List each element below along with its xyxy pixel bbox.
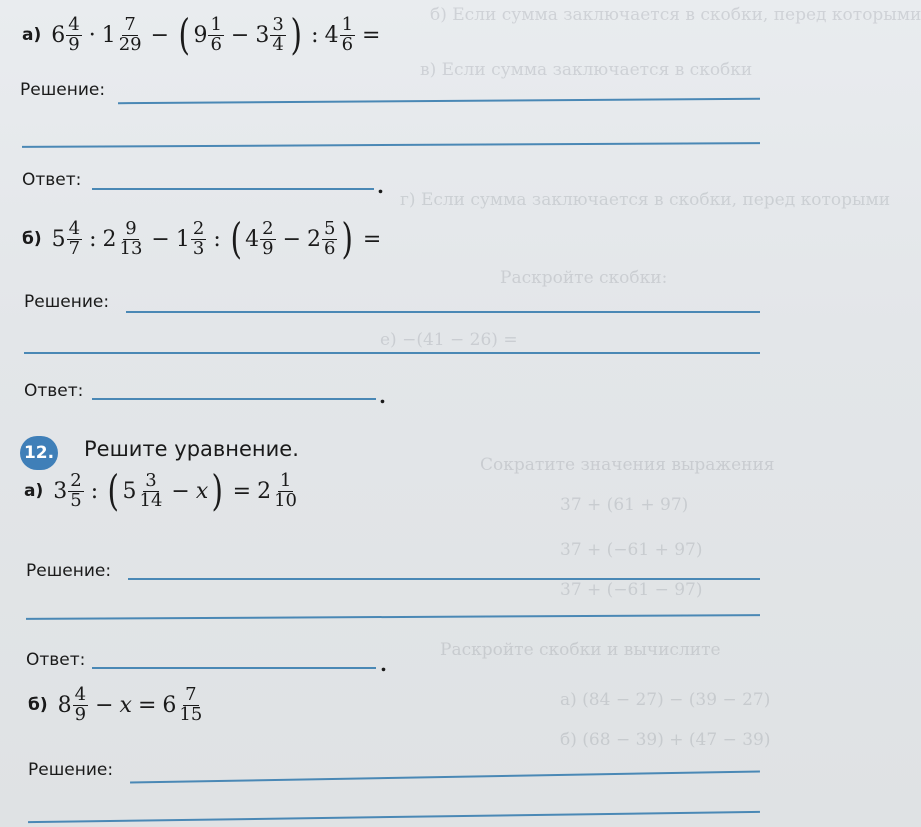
denominator: 5 bbox=[70, 489, 82, 511]
numerator: 5 bbox=[324, 217, 336, 239]
right-paren: ) bbox=[211, 466, 224, 515]
solution-label: Решение: bbox=[24, 292, 110, 312]
left-paren: ( bbox=[107, 466, 120, 515]
numerator: 3 bbox=[272, 13, 284, 35]
answer-dot: . bbox=[380, 652, 387, 676]
operator: : bbox=[311, 22, 319, 48]
operator: − bbox=[150, 22, 170, 48]
solution-label: Решение: bbox=[26, 561, 112, 581]
numerator: 7 bbox=[124, 13, 136, 35]
denominator: 10 bbox=[274, 489, 298, 511]
operator: − bbox=[171, 478, 190, 504]
whole-part: 6 bbox=[51, 22, 66, 48]
solution-line[interactable] bbox=[126, 311, 760, 313]
answer-label: Ответ: bbox=[26, 650, 86, 670]
numerator: 9 bbox=[125, 217, 137, 239]
equals-sign: = bbox=[232, 478, 252, 504]
expression-11b bbox=[22, 214, 387, 263]
solution-line[interactable] bbox=[128, 578, 760, 580]
whole-part: 8 bbox=[57, 692, 72, 718]
equation-12a bbox=[24, 466, 300, 515]
fraction bbox=[66, 13, 81, 55]
operator: · bbox=[88, 22, 96, 48]
denominator: 9 bbox=[262, 237, 274, 259]
equals-sign: = bbox=[362, 22, 381, 48]
item-label: а) bbox=[24, 481, 44, 501]
numerator: 1 bbox=[279, 469, 292, 491]
numerator: 2 bbox=[70, 469, 82, 491]
solution-line[interactable] bbox=[118, 98, 760, 104]
task-number-badge: 12. bbox=[20, 436, 58, 470]
denominator: 14 bbox=[139, 489, 163, 511]
fraction bbox=[272, 469, 299, 511]
whole-part: 1 bbox=[175, 226, 190, 252]
equation-12b bbox=[28, 686, 205, 725]
fraction bbox=[68, 469, 83, 511]
numerator: 2 bbox=[192, 217, 205, 239]
answer-dot: . bbox=[377, 174, 384, 198]
solution-line[interactable] bbox=[24, 352, 760, 354]
whole-part: 9 bbox=[193, 22, 208, 48]
fraction bbox=[208, 13, 223, 55]
answer-dot: . bbox=[379, 384, 386, 408]
fraction bbox=[67, 217, 82, 259]
operator: − bbox=[151, 226, 170, 252]
operator: : bbox=[90, 478, 99, 504]
denominator: 6 bbox=[341, 33, 354, 55]
numerator: 4 bbox=[68, 217, 81, 239]
fraction bbox=[260, 217, 275, 259]
denominator: 6 bbox=[324, 237, 336, 259]
denominator: 9 bbox=[68, 33, 80, 55]
denominator: 29 bbox=[118, 33, 142, 55]
whole-part: 3 bbox=[255, 22, 270, 48]
left-paren: ( bbox=[178, 10, 190, 59]
fraction bbox=[322, 217, 337, 259]
whole-part: 3 bbox=[53, 478, 68, 504]
whole-part: 4 bbox=[324, 22, 339, 48]
answer-line[interactable] bbox=[92, 188, 374, 190]
right-paren: ) bbox=[341, 214, 354, 263]
solution-label: Решение: bbox=[20, 80, 106, 100]
operator: − bbox=[95, 692, 114, 718]
item-label: б) bbox=[28, 695, 48, 716]
whole-part: 1 bbox=[101, 22, 116, 48]
expression-11a bbox=[22, 10, 386, 59]
whole-part: 2 bbox=[257, 478, 272, 504]
answer-label: Ответ: bbox=[22, 170, 82, 190]
denominator: 4 bbox=[272, 33, 284, 55]
solution-line[interactable] bbox=[130, 771, 760, 784]
solution-line[interactable] bbox=[26, 614, 760, 620]
denominator: 7 bbox=[68, 237, 81, 259]
equals-sign: = bbox=[362, 226, 382, 252]
numerator: 1 bbox=[341, 13, 354, 35]
right-paren: ) bbox=[290, 10, 302, 59]
numerator: 4 bbox=[74, 684, 87, 705]
numerator: 2 bbox=[262, 217, 274, 239]
whole-part: 6 bbox=[162, 692, 177, 718]
solution-line[interactable] bbox=[28, 811, 760, 823]
fraction bbox=[177, 686, 204, 725]
whole-part: 5 bbox=[51, 226, 66, 252]
operator: : bbox=[213, 226, 221, 252]
solution-line[interactable] bbox=[22, 142, 760, 148]
operator: − bbox=[230, 22, 250, 48]
answer-label: Ответ: bbox=[24, 381, 84, 401]
denominator: 6 bbox=[210, 33, 222, 55]
denominator: 13 bbox=[119, 237, 143, 259]
solution-label: Решение: bbox=[28, 760, 114, 780]
denominator: 9 bbox=[74, 703, 87, 725]
answer-line[interactable] bbox=[92, 667, 376, 669]
numerator: 7 bbox=[185, 684, 197, 705]
item-label: а) bbox=[22, 25, 42, 45]
numerator: 1 bbox=[210, 13, 222, 35]
equals-sign: = bbox=[137, 692, 157, 718]
fraction bbox=[340, 13, 355, 55]
numerator: 4 bbox=[68, 13, 80, 35]
whole-part: 2 bbox=[102, 226, 117, 252]
numerator: 3 bbox=[145, 469, 157, 491]
fraction bbox=[118, 217, 145, 259]
item-label: б) bbox=[22, 229, 42, 249]
operator: − bbox=[282, 226, 302, 252]
fraction bbox=[73, 686, 88, 725]
task-title: Решите уравнение. bbox=[84, 437, 299, 461]
whole-part: 5 bbox=[122, 478, 137, 504]
fraction bbox=[270, 13, 285, 55]
denominator: 15 bbox=[179, 703, 203, 725]
variable-x: x bbox=[119, 692, 132, 718]
fraction bbox=[138, 469, 165, 511]
fraction bbox=[117, 13, 144, 55]
whole-part: 2 bbox=[307, 226, 322, 252]
fraction bbox=[191, 217, 206, 259]
operator: : bbox=[89, 226, 97, 252]
answer-line[interactable] bbox=[92, 398, 376, 400]
denominator: 3 bbox=[192, 237, 205, 259]
whole-part: 4 bbox=[245, 226, 260, 252]
left-paren: ( bbox=[230, 214, 242, 263]
variable-x: x bbox=[195, 478, 209, 504]
